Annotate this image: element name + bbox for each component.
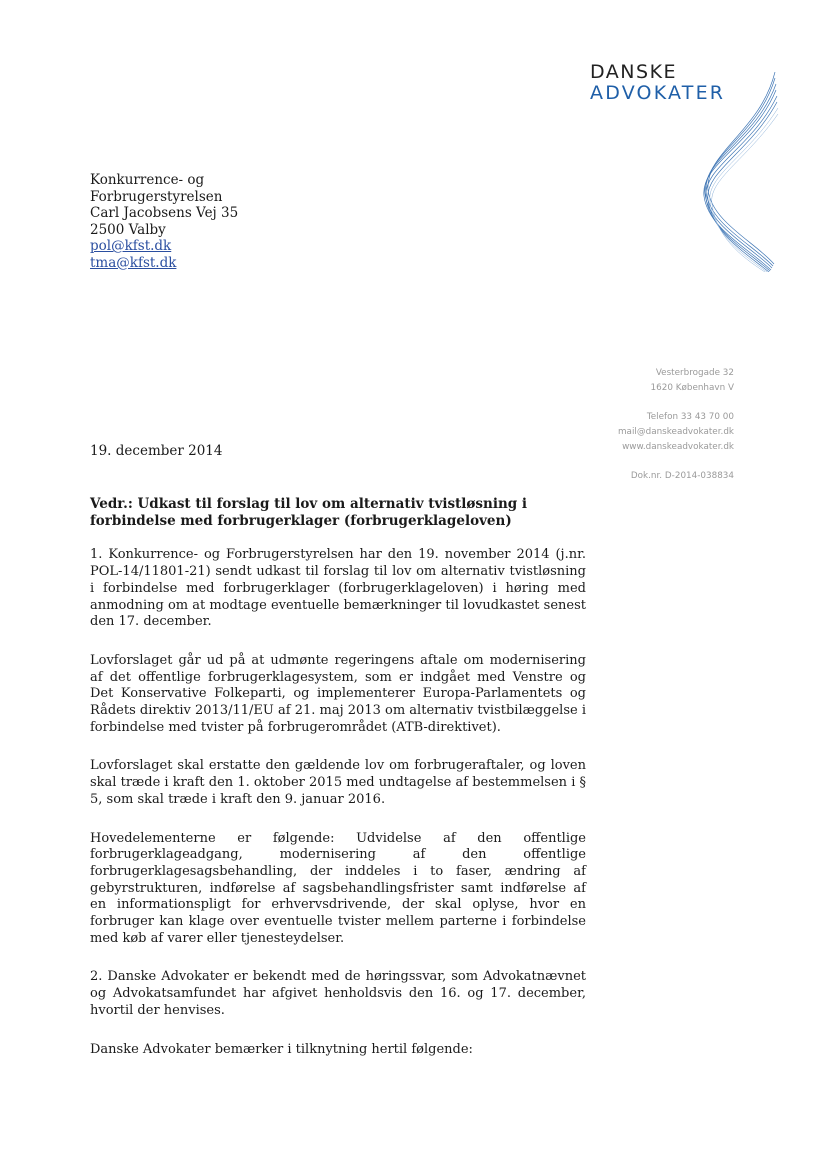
sender-email: mail@danskeadvokater.dk — [617, 427, 734, 437]
sender-phone: Telefon 33 43 70 00 — [646, 412, 734, 422]
recipient-address — [90, 172, 238, 271]
recipient-email-link[interactable]: tma@kfst.dk — [90, 254, 177, 271]
recipient-line: Konkurrence- og — [90, 172, 205, 188]
sender-city: 1620 København V — [650, 383, 734, 393]
letter-date: 19. december 2014 — [90, 443, 223, 459]
sender-info — [618, 366, 734, 484]
recipient-email-link[interactable]: pol@kfst.dk — [90, 238, 172, 254]
recipient-line: 2500 Valby — [90, 221, 166, 238]
body-paragraph: Hovedelementerne er følgende: Udvidelse af den offentlige forbrugerklageadgang, modernisering af den offentlige forbrugerklagesagsbehandling, der inddeles i to faser, ændring af gebyrstrukturen, indførelse af sagsbehandlingsfrister samt indførelse af en informationspligt for erhvervsdrivende, der skal oplyse, hvor en forbruger kan klage over eventuelle tvister mellem parterne i forbindelse med køb af varer eller tjenesteydelser. — [90, 830, 586, 946]
body-paragraph: Lovforslaget går ud på at udmønte regeringens aftale om modernisering af det offentlige forbrugerklagesystem, som er indgået med Venstre og Det Konservative Folkeparti, og implementerer Europa-Parlamentets og Rådets direktiv 2013/11/EU af 21. maj 2013 om alternativ tvistbilæggelse i forbindelse med tvister på forbrugerområdet (ATB-direktivet). — [90, 652, 586, 735]
logo-line-1: DANSKE — [590, 61, 678, 83]
recipient-line: Carl Jacobsens Vej 35 — [90, 205, 239, 221]
body-paragraph: Lovforslaget skal erstatte den gældende lov om forbrugeraftaler, og loven skal træde i kraft den 1. oktober 2015 med undtagelse af bestemmelsen i § 5, som skal træde i kraft den 9. januar 2016. — [90, 758, 586, 807]
letter-subject: Vedr.: Udkast til forslag til lov om alternativ tvistløsning i forbindelse med forbrugerklager (forbrugerklageloven) — [90, 496, 528, 529]
body-paragraph: 1. Konkurrence- og Forbrugerstyrelsen har den 19. november 2014 (j.nr. POL-14/11801-21) sendt udkast til forslag til lov om alternativ tvistløsning i forbindelse med forbrugerklager (forbrugerklageloven) i høring med anmodning om at modtage eventuelle bemærkninger til lovudkastet senest den 17. december. — [90, 547, 586, 630]
recipient-line: Forbrugerstyrelsen — [90, 188, 223, 205]
sender-street: Vesterbrogade 32 — [655, 368, 734, 378]
logo-line-2: ADVOKATER — [590, 82, 726, 104]
body-paragraph: Danske Advokater bemærker i tilknytning hertil følgende: — [90, 1041, 473, 1057]
logo-swoosh-graphic — [700, 72, 780, 272]
document-number: Dok.nr. D-2014-038834 — [630, 471, 734, 481]
letter-body — [90, 496, 586, 1058]
body-paragraph: 2. Danske Advokater er bekendt med de høringssvar, som Advokatnævnet og Advokatsamfundet har afgivet henholdsvis den 16. og 17. december, hvortil der henvises. — [90, 969, 586, 1018]
sender-web: www.danskeadvokater.dk — [622, 442, 734, 452]
